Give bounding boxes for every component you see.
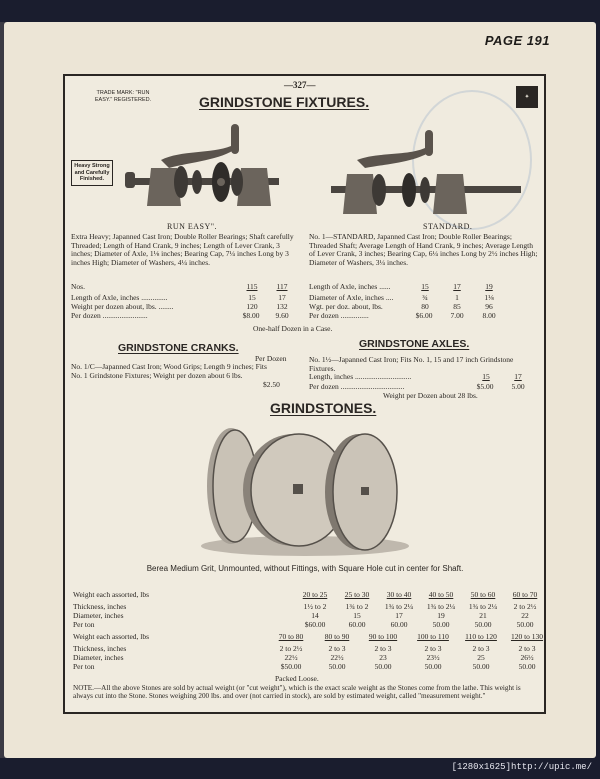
- table-cell: 1¾ to 2: [345, 602, 369, 611]
- table-row: [73, 644, 539, 653]
- table-cell: 17: [278, 293, 286, 302]
- table-cell: 19: [485, 282, 493, 291]
- row-label: Weight each assorted, lbs: [73, 590, 150, 599]
- table-row: [73, 632, 544, 641]
- standard-description: No. 1—STANDARD, Japanned Cast Iron; Double Roller Bearings; Threaded Shaft; Average Length of Hand Crank, 9 inches; Average Length of Lever Crank, 3 inches; Bearing Cap, 6¼ inches Long by 2½ inches High; Diameter of Washers, 3¼ inches.: [309, 232, 538, 267]
- table-row: [73, 662, 539, 671]
- table-header-cell: 25 to 30: [344, 590, 370, 599]
- row-label: Wgt. per doz. about, lbs.: [309, 302, 383, 311]
- row-label: Diameter, inches: [73, 653, 124, 662]
- row-label: Per ton: [73, 620, 95, 629]
- table-header-cell: 20 to 25: [302, 590, 328, 599]
- table-cell: 60.00: [390, 620, 408, 629]
- left-table-row: Weight per dozen about, lbs. ........: [71, 302, 174, 311]
- table-cell: 23½: [426, 653, 440, 662]
- table-header-cell: 60 to 70: [512, 590, 538, 599]
- axles-weight-note: Weight per Dozen about 28 lbs.: [383, 391, 478, 400]
- table-cell: 15: [353, 611, 361, 620]
- table-header-cell: 120 to 130: [510, 632, 544, 641]
- table-cell: 2 to 2½: [513, 602, 537, 611]
- table-cell: 1: [455, 293, 459, 302]
- table-cell: 1¾ to 2¼: [426, 602, 456, 611]
- left-table-row: Per dozen ........................: [71, 311, 148, 320]
- table-header-cell: 40 to 50: [428, 590, 454, 599]
- table-cell: 15: [482, 372, 490, 381]
- table-cell: 14: [311, 611, 319, 620]
- table-cell: 2 to 3: [374, 644, 392, 653]
- table-cell: 5.00: [511, 382, 525, 391]
- table-cell: 22: [521, 611, 529, 620]
- row-label: Per dozen: [71, 311, 101, 320]
- row-label: Length of Axle, inches: [309, 282, 378, 291]
- table-row: [73, 653, 539, 662]
- row-label: Nos.: [71, 282, 85, 291]
- axles-row: Length, inches ..............................: [309, 372, 412, 381]
- packed-note: Packed Loose.: [275, 674, 319, 683]
- left-table-row: Length of Axle, inches ..............: [71, 293, 168, 302]
- axles-row: Per dozen ..................................: [309, 382, 405, 391]
- table-cell: $60.00: [304, 620, 326, 629]
- table-cell: 1½ to 2: [303, 602, 327, 611]
- standard-caption: STANDARD.: [423, 222, 473, 231]
- right-table-row: Length of Axle, inches ......: [309, 282, 391, 291]
- run-easy-caption: RUN EASY".: [167, 222, 218, 231]
- table-cell: 19: [437, 611, 445, 620]
- grindstones-note: NOTE.—All the above Stones are sold by actual weight (or "cut weight"), which is the exact scale weight as the Stones come from the lathe. This weight is always cut into the Stone. Stones weighing 200 lbs. and over (not carried in stock), are sold by estimated weight, called "measurement weight.": [73, 684, 521, 701]
- row-label: Diameter, inches: [73, 611, 124, 620]
- table-cell: 21: [479, 611, 487, 620]
- right-table-row: Per dozen ...............: [309, 311, 369, 320]
- table-cell: $50.00: [280, 662, 302, 671]
- table-row: [73, 620, 539, 629]
- table-cell: 25: [477, 653, 485, 662]
- table-cell: 15: [248, 293, 256, 302]
- table-cell: 96: [485, 302, 493, 311]
- table-row: [73, 602, 539, 611]
- grindstones-illustration: [195, 422, 415, 558]
- cranks-description: No. 1/C—Japanned Cast Iron; Wood Grips; Length 9 inches; Fits No. 1 Grindstone Fixtures; Weight per dozen about 6 lbs.: [71, 362, 267, 380]
- row-label: Weight each assorted, lbs: [73, 632, 150, 641]
- table-cell: 7.00: [450, 311, 464, 320]
- cranks-price: $2.50: [263, 380, 280, 389]
- table-cell: 2 to 3: [328, 644, 346, 653]
- axles-description: No. 1½—Japanned Cast Iron; Fits No. 1, 15 and 17 inch Grindstone Fixtures.: [309, 355, 514, 373]
- table-cell: $6.00: [415, 311, 433, 320]
- grindstones-caption: Berea Medium Grit, Unmounted, without Fittings, with Square Hole cut in center for Shaft.: [146, 564, 464, 573]
- brand-logo-icon: ✦: [516, 86, 538, 108]
- row-label: Weight per dozen about, lbs.: [71, 302, 157, 311]
- row-label: Per dozen: [309, 382, 339, 391]
- table-cell: 115: [246, 282, 258, 291]
- table-cell: 17: [453, 282, 461, 291]
- row-label: Length, inches: [309, 372, 354, 381]
- table-header-cell: 70 to 80: [278, 632, 304, 641]
- trademark-note: TRADE MARK: "RUN EASY." REGISTERED.: [94, 90, 152, 103]
- table-cell: 26½: [520, 653, 534, 662]
- row-label: Diameter of Axle, inches: [309, 293, 384, 302]
- table-cell: 9.60: [275, 311, 289, 320]
- table-header-cell: 90 to 100: [368, 632, 398, 641]
- table-cell: 1⅛: [484, 293, 494, 302]
- table-cell: 117: [276, 282, 288, 291]
- table-cell: 17: [514, 372, 522, 381]
- table-cell: 1¾ to 2¼: [468, 602, 498, 611]
- table-header-cell: 80 to 90: [324, 632, 350, 641]
- run-easy-description: Extra Heavy; Japanned Cast Iron; Double Roller Bearings; Shaft carefully Threaded; Length of Hand Crank, 9 inches; Length of Lever Crank, 3 inches; Diameter of Axle, 1⅛ inches; Bearing Cap, 7¼ inches Long by 3 inches High; Diameter of Washers, 4¼ inches.: [71, 232, 294, 267]
- table-cell: 8.00: [482, 311, 496, 320]
- content-frame: [63, 74, 546, 714]
- grindstones-title: GRINDSTONES.: [270, 400, 377, 416]
- watermark: [1280x1625]http://upic.me/: [451, 762, 592, 772]
- table-cell: 2 to 3: [472, 644, 490, 653]
- left-table-row: [71, 282, 85, 291]
- table-cell: 23: [379, 653, 387, 662]
- table-cell: 50.00: [474, 620, 492, 629]
- table-header-cell: 30 to 40: [386, 590, 412, 599]
- table-cell: 50.00: [516, 620, 534, 629]
- row-label: Per ton: [73, 662, 95, 671]
- table-cell: $8.00: [242, 311, 260, 320]
- table-cell: $5.00: [476, 382, 494, 391]
- row-label: Thickness, inches: [73, 602, 127, 611]
- table-cell: 1¾ to 2¼: [384, 602, 414, 611]
- per-dozen-label: Per Dozen: [255, 354, 287, 363]
- row-label: Thickness, inches: [73, 644, 127, 653]
- row-label: Per dozen: [309, 311, 339, 320]
- table-cell: 50.00: [432, 620, 450, 629]
- table-row: [73, 590, 539, 599]
- table-cell: 15: [421, 282, 429, 291]
- table-cell: 50.00: [374, 662, 392, 671]
- table-row: [73, 611, 539, 620]
- packing-note: One-half Dozen in a Case.: [253, 324, 333, 333]
- table-header-cell: 110 to 120: [465, 632, 497, 641]
- right-table-row: [309, 302, 383, 311]
- fixtures-title: GRINDSTONE FIXTURES.: [199, 94, 370, 110]
- table-cell: 2 to 2½: [279, 644, 303, 653]
- table-cell: 22½: [284, 653, 298, 662]
- table-cell: 17: [395, 611, 403, 620]
- heavy-box: Heavy Strong and Carefully Finished.: [71, 160, 113, 186]
- table-cell: 50.00: [518, 662, 536, 671]
- table-cell: 50.00: [328, 662, 346, 671]
- right-table-row: Diameter of Axle, inches ....: [309, 293, 394, 302]
- table-cell: 80: [421, 302, 429, 311]
- table-cell: 22½: [330, 653, 344, 662]
- cranks-title: GRINDSTONE CRANKS.: [118, 342, 239, 354]
- row-label: Length of Axle, inches: [71, 293, 140, 302]
- standard-fixture-illustration: [327, 128, 527, 232]
- table-cell: 60.00: [348, 620, 366, 629]
- table-cell: 50.00: [472, 662, 490, 671]
- table-cell: ¾: [422, 293, 428, 302]
- table-cell: 132: [276, 302, 288, 311]
- table-header-cell: 100 to 110: [417, 632, 449, 641]
- table-cell: 85: [453, 302, 461, 311]
- catalog-page-number: —327—: [284, 80, 316, 90]
- page-number: PAGE 191: [484, 33, 550, 48]
- table-header-cell: 50 to 60: [470, 590, 496, 599]
- table-cell: 50.00: [424, 662, 442, 671]
- table-cell: 120: [246, 302, 258, 311]
- table-cell: 2 to 3: [518, 644, 536, 653]
- table-cell: 2 to 3: [424, 644, 442, 653]
- run-easy-fixture-illustration: [121, 120, 301, 232]
- axles-title: GRINDSTONE AXLES.: [359, 338, 470, 350]
